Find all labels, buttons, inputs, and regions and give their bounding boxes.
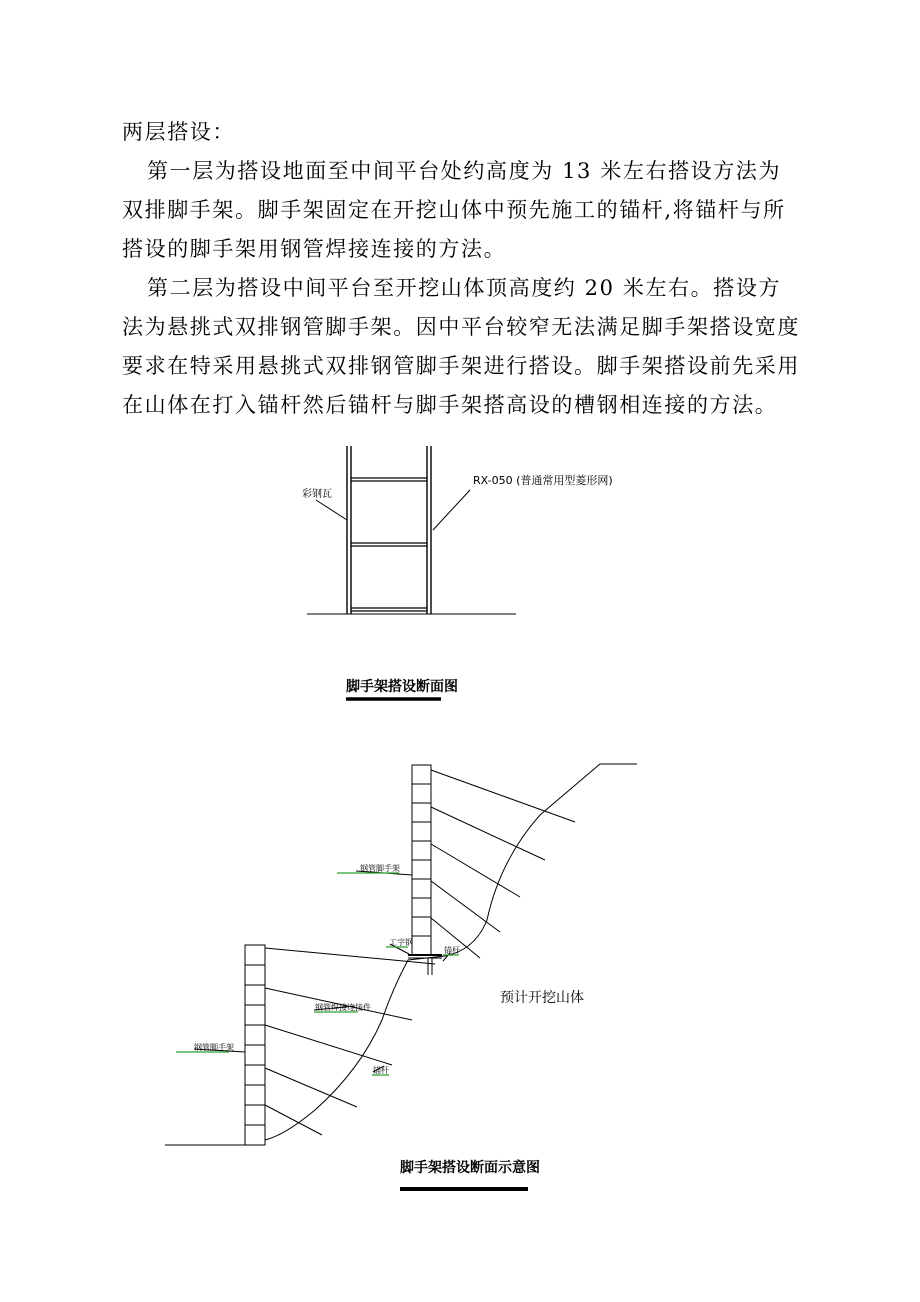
label-weld-connector: 钢管焊接连接件 — [315, 1003, 371, 1012]
paragraph-first-layer: 第一层为搭设地面至中间平台处约高度为 13 米左右搭设方法为双排脚手架。脚手架固定在开挖山体中预先施工的锚杆,将锚杆与所搭设的脚手架用钢管焊接连接的方法。 — [122, 159, 786, 261]
paragraph-second-layer: 第二层为搭设中间平台至开挖山体顶高度约 20 米左右。搭设方法为悬挑式双排钢管脚手架。因中平台较窄无法满足脚手架搭设宽度要求在特采用悬挑式双排钢管脚手架进行搭设。脚手架搭设前先采用在山体在打入锚杆然后锚杆与脚手架搭高设的槽钢相连接的方法。 — [122, 276, 800, 417]
label-rx050-mesh: RX-050 (普通常用型菱形网) — [473, 474, 613, 487]
section-heading: 两层搭设： — [122, 120, 235, 144]
label-lower-scaffold: 钢管脚手架 — [194, 1043, 234, 1052]
label-anchor-lower: 锚杆 — [373, 1066, 389, 1075]
label-planned-excavation: 预计开挖山体 — [500, 990, 584, 1006]
label-i-beam: 工字钢 — [389, 938, 413, 947]
figure1-caption: 脚手架搭设断面图 — [346, 679, 458, 695]
label-color-steel: 彩钢瓦 — [302, 489, 332, 500]
figure2-caption: 脚手架搭设断面示意图 — [400, 1160, 540, 1176]
label-upper-scaffold: 钢管脚手架 — [360, 864, 400, 873]
figure2-slope-section — [165, 764, 637, 1189]
label-anchor-upper: 锚杆 — [444, 946, 460, 955]
